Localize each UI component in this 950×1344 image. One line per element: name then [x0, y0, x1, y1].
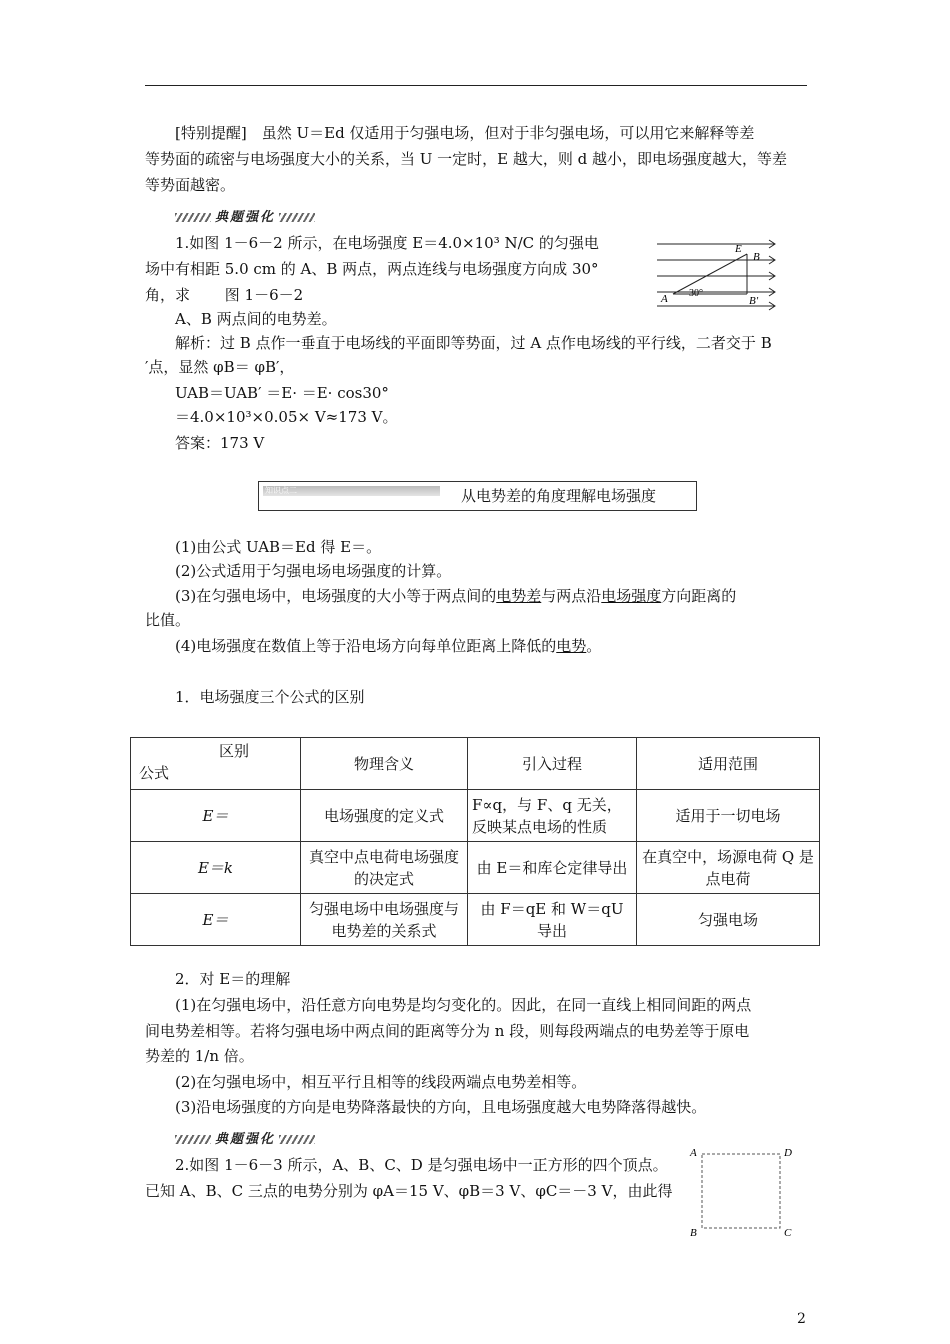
knowledge-point-tag: 知识点二: [263, 486, 440, 496]
figure-1-6-3: [688, 1142, 800, 1240]
figure-1-6-2: [655, 236, 785, 312]
point-2: (2)公式适用于匀强电场电场强度的计算。: [175, 562, 452, 580]
fig1-label-a: A: [661, 293, 668, 305]
problem1-line-4: A、B 两点间的电势差。: [175, 310, 337, 328]
knowledge-point-box: [258, 481, 697, 511]
section-2-line-5: (3)沿电场强度的方向是电势降落最快的方向，且电场强度越大电势降落得越快。: [175, 1098, 707, 1116]
section-1-title: 1．电场强度三个公式的区别: [175, 688, 365, 706]
table-header-scope: 适用范围: [637, 738, 820, 790]
problem1-line-2: 场中有相距 5.0 cm 的 A、B 两点，两点连线与电场强度方向成 30°: [145, 260, 599, 278]
point-3: (3)在匀强电场中，电场强度的大小等于两点间的电势差与两点沿电场强度方向距离的: [175, 587, 737, 605]
intro-line-2: 等势面的疏密与电场强度大小的关系，当 U 一定时，E 越大，则 d 越小，即电场强度越大，等差: [145, 150, 788, 168]
table-header-origin: 引入过程: [468, 738, 637, 790]
fig2-label-a: A: [690, 1147, 697, 1159]
problem2-line-2: 已知 A、B、C 三点的电势分别为 φA＝15 V、φB＝3 V、φC＝－3 V，由此得: [145, 1182, 673, 1200]
table-corner-cell: 区别 公式: [131, 738, 301, 790]
point-4: (4)电场强度在数值上等于沿电场方向每单位距离上降低的电势。: [175, 637, 602, 655]
problem1-line-3: 角，求 图 1－6－2: [145, 286, 304, 304]
section-2-line-4: (2)在匀强电场中，相互平行且相等的线段两端点电势差相等。: [175, 1073, 587, 1091]
solution-line-2: ′点，显然 φB＝ φB′，: [145, 358, 295, 376]
section-2-line-3: 势差的 1/n 倍。: [145, 1047, 254, 1065]
section-2-line-1: (1)在匀强电场中，沿任意方向电势是均匀变化的。因此，在同一直线上相同间距的两点: [175, 996, 752, 1014]
fig2-label-c: C: [784, 1227, 792, 1239]
intro-line-3: 等势面越密。: [145, 176, 236, 194]
fig2-label-d: D: [784, 1147, 792, 1159]
point-1: (1)由公式 UAB＝Ed 得 E＝。: [175, 538, 382, 556]
section-2-line-2: 间电势差相等。若将匀强电场中两点间的距离等分为 n 段，则每段两端点的电势差等于原电: [145, 1022, 750, 1040]
knowledge-point-title: 从电势差的角度理解电场强度: [461, 487, 657, 505]
fig1-label-bprime: B′: [749, 295, 759, 307]
table-row: E＝k 真空中点电荷电场强度的决定式 由 E＝和库仑定律导出 在真空中，场源电荷 Q 是点电荷: [131, 842, 820, 894]
solution-line-3: UAB＝UAB′ ＝E· ＝E· cos30°: [175, 384, 389, 402]
banner-typical-1: 典题强化: [175, 206, 315, 220]
formula-comparison-table: [130, 737, 820, 946]
page-number: 2: [797, 1311, 806, 1327]
problem2-line-1: 2.如图 1－6－3 所示，A、B、C、D 是匀强电场中一正方形的四个顶点。: [175, 1156, 668, 1174]
solution-line-1: 解析：过 B 点作一垂直于电场线的平面即等势面，过 A 点作电场线的平行线，二者交于 B: [175, 334, 772, 352]
fig2-label-b: B: [690, 1227, 697, 1239]
answer-line: 答案：173 V: [175, 434, 265, 452]
point-3-cont: 比值。: [145, 611, 191, 629]
header-rule: [145, 85, 807, 86]
problem1-line-1: 1.如图 1－6－2 所示，在电场强度 E＝4.0×10³ N/C 的匀强电: [175, 234, 599, 252]
table-row: E＝ 匀强电场中电场强度与电势差的关系式 由 F＝qE 和 W＝qU 导出 匀强电场: [131, 894, 820, 946]
solution-line-4: ＝4.0×10³×0.05× V≈173 V。: [175, 408, 398, 426]
fig1-label-e: E: [735, 243, 742, 255]
intro-line-1: [特别提醒] 虽然 U＝Ed 仅适用于匀强电场，但对于非匀强电场，可以用它来解释等差: [175, 124, 755, 142]
table-header-meaning: 物理含义: [301, 738, 468, 790]
fig1-label-b: B: [753, 251, 760, 263]
section-2-title: 2．对 E＝的理解: [175, 970, 291, 988]
banner-typical-2: 典题强化: [175, 1128, 315, 1142]
fig1-angle: 30°: [689, 288, 703, 299]
table-row: E＝ 电场强度的定义式 F∝q，与 F、q 无关，反映某点电场的性质 适用于一切电场: [131, 790, 820, 842]
